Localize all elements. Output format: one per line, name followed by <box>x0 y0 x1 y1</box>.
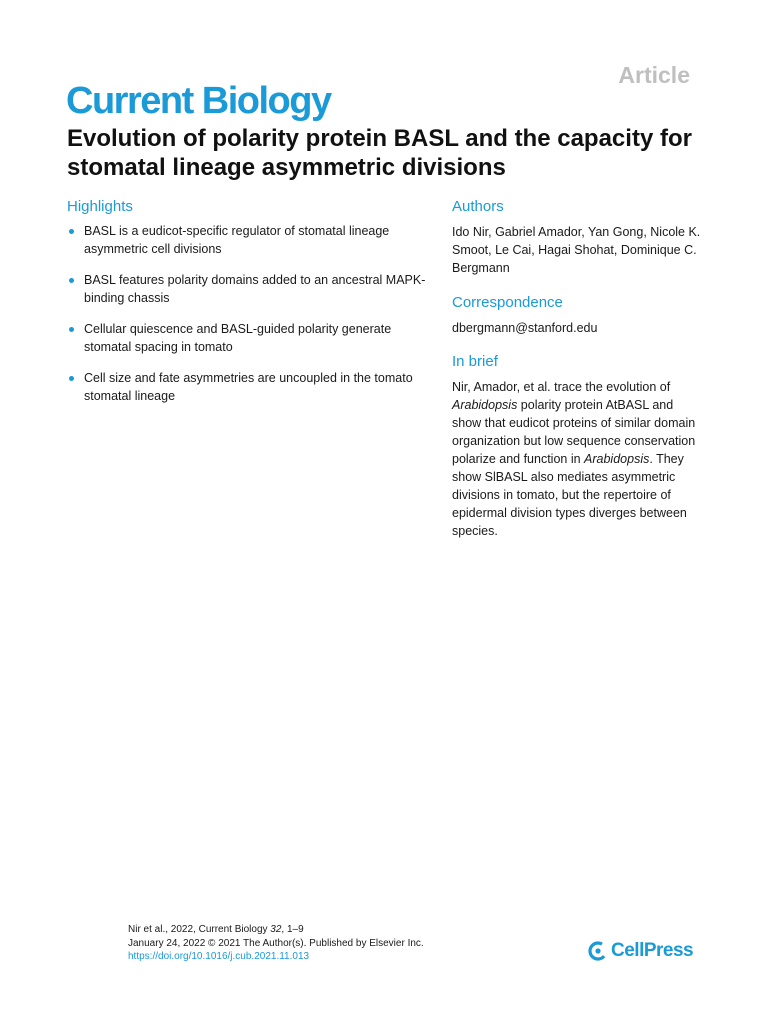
citation-line: Nir et al., 2022, Current Biology 32, 1–9 <box>128 924 304 935</box>
highlight-item <box>67 223 437 258</box>
authors-heading: Authors <box>452 198 504 215</box>
article-type-label: Article <box>618 62 690 88</box>
highlight-text: BASL is a eudicot-specific regulator of stomatal lineage asymmetric cell divisions <box>84 224 390 256</box>
highlights-section <box>67 197 437 419</box>
in-brief-text: Nir, Amador, et al. trace the evolution of Arabidopsis polarity protein AtBASL and show that eudicot proteins of similar domain organization but low sequence conservation polarize and function in Arabidopsis. They show SlBASL also mediates asymmetric divisions in tomato, but the repertoire of epidermal division types diverges between species. <box>452 380 696 538</box>
highlight-item <box>67 321 437 356</box>
doi-link[interactable]: https://doi.org/10.1016/j.cub.2021.11.013 <box>128 951 310 962</box>
authors-list: Ido Nir, Gabriel Amador, Yan Gong, Nicole K. Smoot, Le Cai, Hagai Shohat, Dominique C. Bergmann <box>452 225 701 275</box>
highlight-item <box>67 272 437 307</box>
cellpress-logo-icon <box>588 941 608 961</box>
sidebar-column <box>452 197 702 540</box>
correspondence-heading: Correspondence <box>452 294 563 311</box>
in-brief-heading: In brief <box>452 353 498 370</box>
bullet-icon <box>69 376 74 381</box>
bullet-icon <box>69 327 74 332</box>
publisher-name: CellPress <box>611 940 694 961</box>
highlights-list <box>67 223 437 405</box>
bullet-icon <box>69 278 74 283</box>
correspondence-email[interactable]: dbergmann@stanford.edu <box>452 321 598 335</box>
highlight-text: BASL features polarity domains added to an ancestral MAPK-binding chassis <box>84 273 426 305</box>
publisher-logo <box>588 940 693 962</box>
highlight-text: Cell size and fate asymmetries are uncoupled in the tomato stomatal lineage <box>84 371 413 403</box>
bullet-icon <box>69 229 74 234</box>
copyright-line: January 24, 2022 © 2021 The Author(s). Published by Elsevier Inc. <box>128 937 424 949</box>
article-title: Evolution of polarity protein BASL and the capacity for stomatal lineage asymmetric divisions <box>67 125 692 181</box>
highlight-text: Cellular quiescence and BASL-guided polarity generate stomatal spacing in tomato <box>84 322 392 354</box>
highlights-heading: Highlights <box>67 198 133 215</box>
citation-footer <box>128 923 424 964</box>
highlight-item <box>67 370 437 405</box>
journal-name: Current Biology <box>66 80 331 122</box>
